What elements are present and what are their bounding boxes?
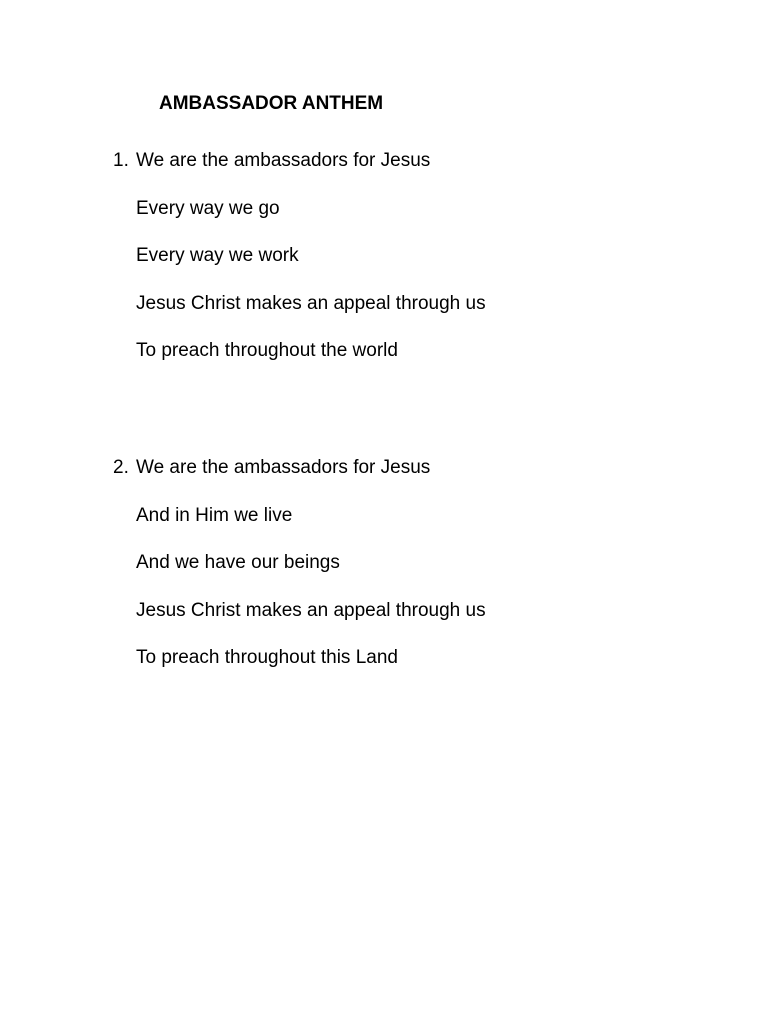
verse-1 (113, 150, 673, 388)
verse-2 (113, 457, 673, 695)
verse-line: To preach throughout this Land (136, 647, 398, 668)
verse-line (113, 150, 673, 172)
verse-line: Every way we go (136, 197, 280, 219)
page-title: AMBASSADOR ANTHEM (159, 93, 384, 114)
verse-line: And in Him we live (136, 504, 293, 526)
verse-line-text: We are the ambassadors for Jesus (136, 457, 431, 478)
verse-line: Jesus Christ makes an appeal through us (136, 292, 486, 314)
verse-line-text: We are the ambassadors for Jesus (136, 150, 431, 171)
verse-line: Jesus Christ makes an appeal through us (136, 599, 486, 621)
verse-line: And we have our beings (136, 552, 340, 573)
verse-number: 1. (113, 150, 129, 171)
verse-line (113, 457, 673, 479)
verse-line: Every way we work (136, 245, 299, 266)
verse-number: 2. (113, 457, 129, 478)
verse-line: To preach throughout the world (136, 340, 398, 361)
